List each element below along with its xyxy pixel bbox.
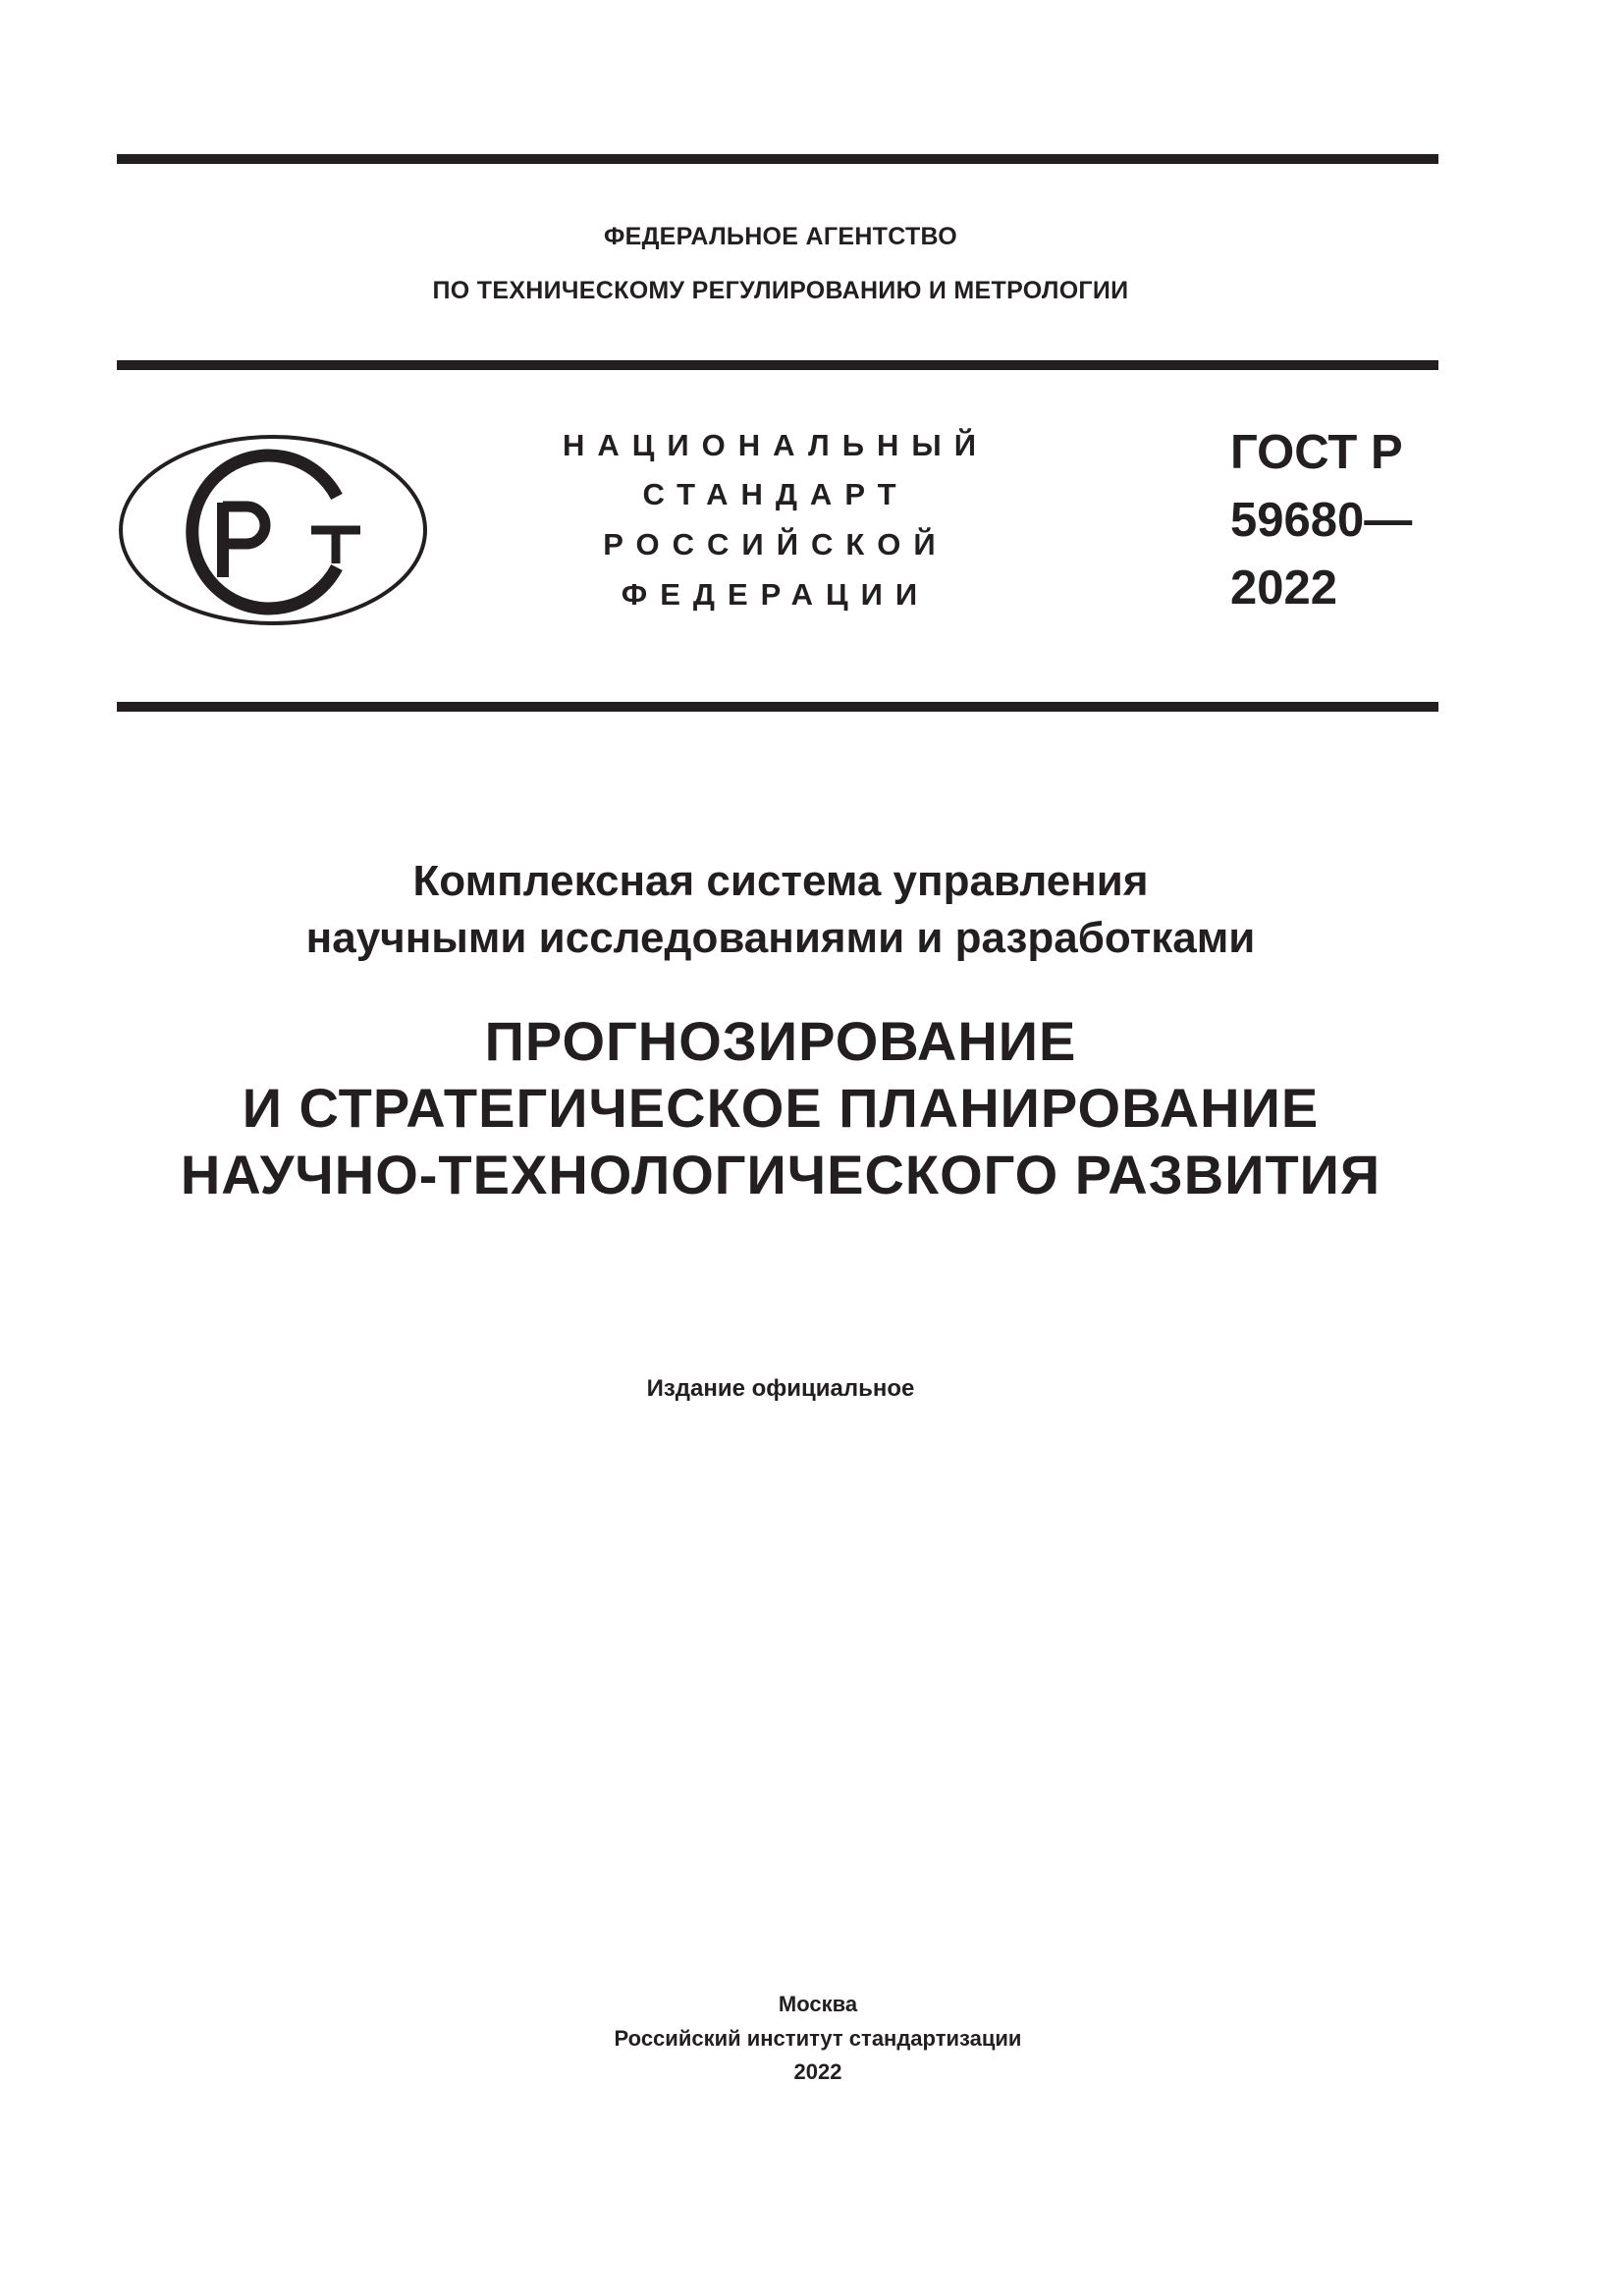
- series-title-line1: Комплексная система управления: [412, 857, 1149, 905]
- rst-logo-icon: [117, 432, 429, 628]
- agency-name-line1: ФЕДЕРАЛЬНОЕ АГЕНТСТВО: [603, 223, 958, 250]
- designation-line1: ГОСТ Р: [1230, 426, 1403, 479]
- header-rule: [117, 360, 1438, 370]
- standard-type-line1: НАЦИОНАЛЬНЫЙ: [562, 428, 990, 462]
- footer-year: 2022: [793, 2059, 842, 2084]
- document-title-line1: ПРОГНОЗИРОВАНИЕ: [484, 1010, 1077, 1072]
- top-rule: [117, 154, 1438, 164]
- document-title-line3: НАУЧНО-ТЕХНОЛОГИЧЕСКОГО РАЗВИТИЯ: [180, 1144, 1381, 1205]
- designation-line2: 59680—: [1230, 494, 1413, 547]
- agency-name-line2: ПО ТЕХНИЧЕСКОМУ РЕГУЛИРОВАНИЮ И МЕТРОЛОГИИ: [432, 277, 1129, 304]
- footer-city: Москва: [778, 1992, 858, 2016]
- footer-publisher: Российский институт стандартизации: [614, 2026, 1022, 2051]
- designation-rule: [117, 702, 1438, 712]
- edition-label: Издание официальное: [646, 1375, 915, 1402]
- series-title-line2: научными исследованиями и разработками: [305, 914, 1256, 962]
- standard-type-line4: ФЕДЕРАЦИИ: [621, 577, 931, 612]
- standard-type-line3: РОССИЙСКОЙ: [603, 527, 948, 561]
- standard-type-line2: СТАНДАРТ: [642, 477, 909, 511]
- document-title-line2: И СТРАТЕГИЧЕСКОЕ ПЛАНИРОВАНИЕ: [242, 1077, 1320, 1139]
- designation-line3: 2022: [1230, 561, 1338, 614]
